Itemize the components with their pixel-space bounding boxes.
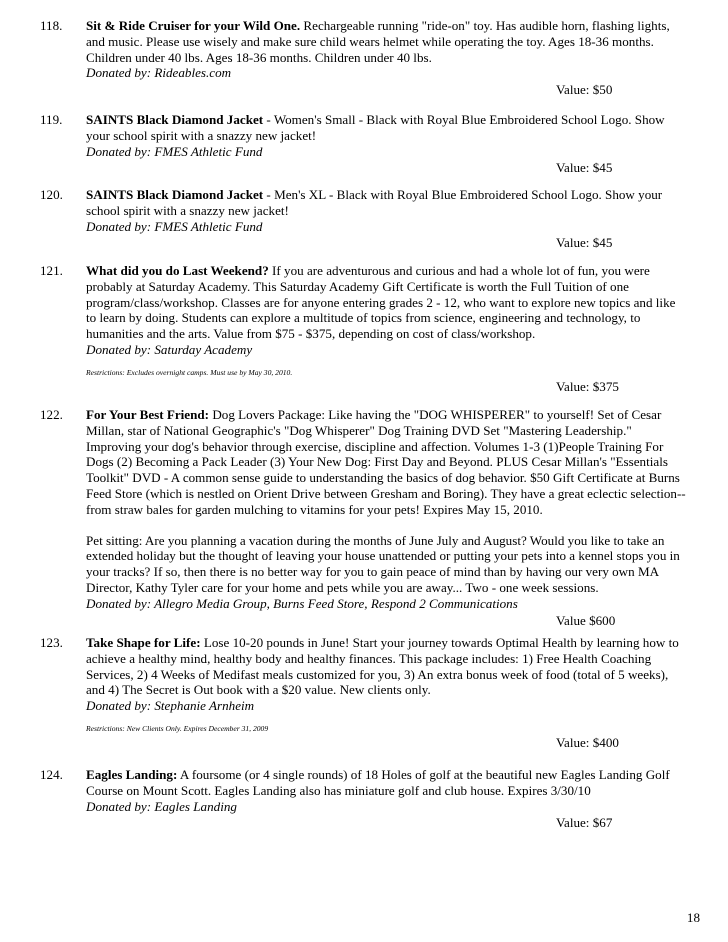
item-body: [86, 407, 686, 628]
item-donor: Donated by: Saturday Academy: [86, 341, 253, 357]
item-value: Value: $67: [556, 815, 613, 831]
item-body: [86, 263, 686, 395]
item-title: Eagles Landing:: [86, 767, 178, 782]
item-description: A foursome (or 4 single rounds) of 18 Holes of golf at the beautiful new Eagles Landing Golf Course on Mount Scott. Eagles Landing also has miniature golf and club house. Expires 3/30/10: [86, 767, 670, 798]
item-value: Value $600: [556, 612, 616, 628]
item-title: Take Shape for Life:: [86, 635, 201, 650]
item-value: Value: $400: [556, 734, 619, 750]
item-description: If you are adventurous and curious and had a whole lot of fun, you were probably at Saturday Academy. This Saturday Academy Gift Certificate is worth the Full Tuition of one program/class/workshop. Classes are for anyone entering grades 2 - 12, who want to explore new topics and like to learn by doing. Students can explore a multitude of topics from science, engineering and technology, to humanities and the arts. Value from $75 - $375, depending on cost of class/workshop.: [86, 263, 676, 342]
auction-item-122: [40, 407, 700, 628]
item-body: [86, 187, 686, 251]
auction-item-123: [40, 635, 700, 751]
item-description: - Men's XL - Black with Royal Blue Embroidered School Logo. Show your school spirit with a snazzy new jacket!: [86, 187, 663, 218]
item-number: 118.: [40, 18, 63, 33]
item-body: [86, 767, 686, 831]
item-body: [86, 635, 686, 751]
item-description: Dog Lovers Package: Like having the "DOG WHISPERER" to yourself! Set of Cesar Millan, star of National Geographic's "Dog Whisperer" Dog Training DVD Set "Mastering Leadership." Improving your dog's behavior through exercise, discipline and affection. Volumes 1-3 (1)People Training For Dogs (2) Becoming a Pack Leader (3) Your New Dog: First Day and Beyond. PLUS Cesar Millan's "Essentials Toolkit" DVD - A common sense guide to understanding the basics of dog behavior. $50 Gift Certificate at Burns Feed Store (which is nestled on Orient Drive between Gresham and Boring). They have a great eclectic selection--from straw bales for garden mulching to vitamins for your pets! Expires May 15, 2010.: [86, 407, 686, 517]
item-description: - Women's Small - Black with Royal Blue Embroidered School Logo. Show your school spirit with a snazzy new jacket!: [86, 112, 665, 143]
item-value: Value: $375: [556, 378, 619, 394]
item-number: 119.: [40, 112, 63, 127]
item-donor: Donated by: Stephanie Arnheim: [86, 698, 255, 714]
item-value: Value: $50: [556, 82, 613, 98]
item-title: SAINTS Black Diamond Jacket: [86, 187, 264, 202]
auction-item-121: [40, 263, 700, 395]
item-title: For Your Best Friend:: [86, 407, 210, 422]
item-number: 123.: [40, 635, 63, 650]
item-description-continued: Pet sitting: Are you planning a vacation during the months of June July and August? Would you like to take an extended holiday but the thought of leaving your house unattended or putting your pets into a kennel stops you in your tracks? If so, then there is no better way for you to gain peace of mind than by having our very own MA Director, Kathy Tyler care for your home and pets while you are away... Two - one week sessions.: [86, 532, 680, 595]
item-title: What did you do Last Weekend?: [86, 263, 269, 278]
item-body: [86, 112, 686, 176]
item-description: Lose 10-20 pounds in June! Start your journey towards Optimal Health by learning how to achieve a healthy mind, healthy body and healthy finances. This package includes: 1) Free Health Coaching Services, 2) 4 Weeks of Medifast meals customized for you, 3) An extra bonus week of food (total of 5 weeks), and 4) The Secret is Out book with a $20 value. New clients only.: [86, 635, 679, 698]
page-number: 18: [686, 910, 700, 925]
item-number: 121.: [40, 263, 63, 278]
auction-item-119: [40, 112, 700, 176]
item-restrictions: Restrictions: New Clients Only. Expires December 31, 2009: [86, 723, 269, 733]
item-restrictions: Restrictions: Excludes overnight camps. Must use by May 30, 2010.: [86, 367, 293, 377]
auction-item-120: [40, 187, 700, 251]
item-donor: Donated by: Rideables.com: [86, 65, 232, 81]
item-title: Sit & Ride Cruiser for your Wild One.: [86, 18, 301, 33]
item-description: Rechargeable running "ride-on" toy. Has audible horn, flashing lights, and music. Please use wisely and make sure child wears helmet while operating the toy. Ages 18-36 months. Children under 40 lbs. Ages 18-36 months. Children under 40 lbs.: [86, 18, 670, 65]
auction-item-118: [40, 18, 700, 98]
item-body: [86, 18, 686, 98]
item-value: Value: $45: [556, 235, 613, 251]
item-number: 122.: [40, 407, 63, 422]
auction-item-124: [40, 767, 700, 831]
item-donor: Donated by: Allegro Media Group, Burns Feed Store, Respond 2 Communications: [86, 595, 518, 611]
item-value: Value: $45: [556, 160, 613, 176]
item-number: 124.: [40, 767, 63, 782]
item-title: SAINTS Black Diamond Jacket: [86, 112, 264, 127]
item-donor: Donated by: FMES Athletic Fund: [86, 143, 263, 159]
item-number: 120.: [40, 187, 63, 202]
item-donor: Donated by: Eagles Landing: [86, 798, 237, 814]
item-donor: Donated by: FMES Athletic Fund: [86, 218, 263, 234]
